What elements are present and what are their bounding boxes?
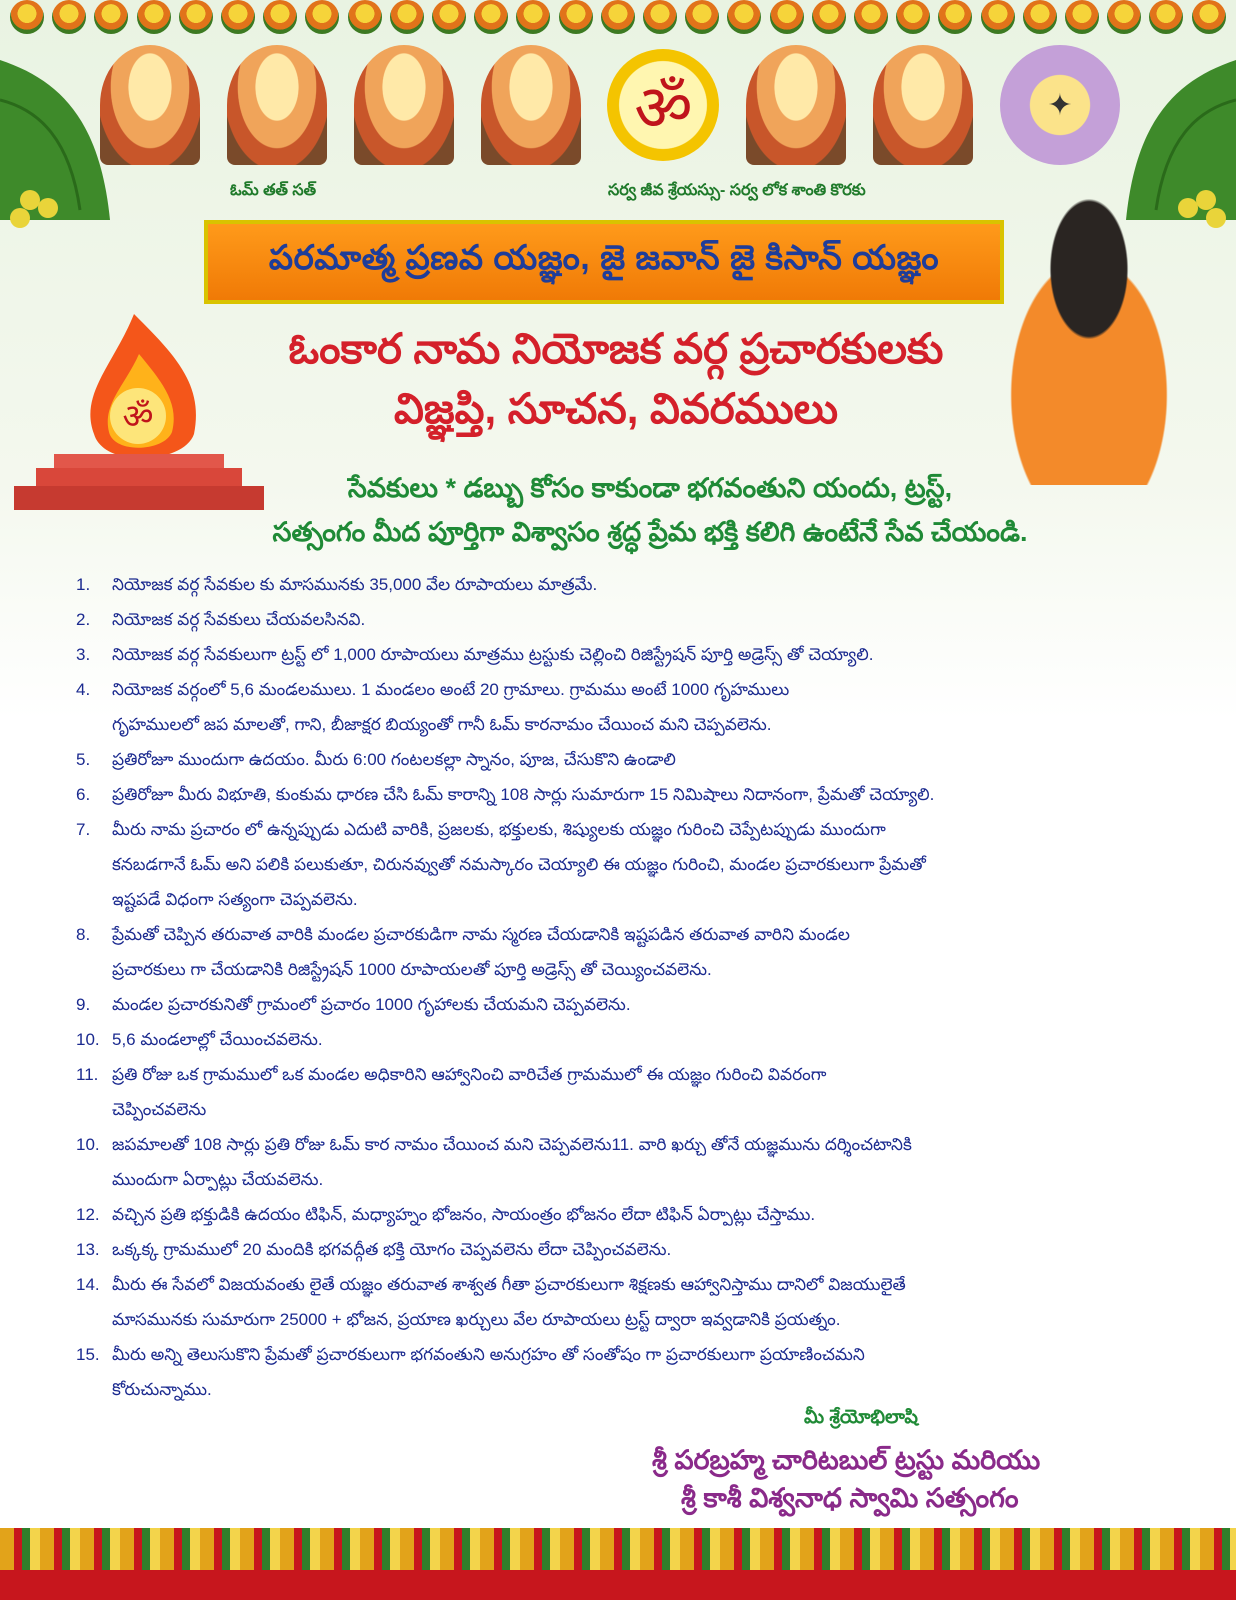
item-text: నియోజక వర్గ సేవకులుగా ట్రస్ట్ లో 1,000 రూపాయలు మాత్రము ట్రస్టుకు చెల్లించి రిజిస్ట్రేషన్ పూర్తి అడ్రెస్స్ తో చెయ్యాలి.	[112, 645, 874, 664]
item-number: 14.	[76, 1275, 100, 1294]
list-item	[76, 777, 1156, 812]
item-number: 5.	[76, 750, 91, 769]
item-text-continued: ముందుగా ఏర్పాట్లు చేయవలెను.	[112, 1170, 324, 1189]
tag-om-tat-sat: ఓమ్ తత్ సత్	[230, 182, 317, 199]
list-item	[76, 602, 1156, 637]
ganesha-icon	[100, 45, 200, 165]
shiva-parvati-icon	[746, 45, 846, 165]
item-text-continued: చెప్పించవలెను	[112, 1100, 207, 1119]
om-icon	[607, 49, 719, 161]
list-item	[76, 917, 1156, 987]
brahma-icon	[227, 45, 327, 165]
item-text: ప్రతిరోజూ మీరు విభూతి, కుంకుమ ధారణ చేసి ఓమ్ కారాన్ని 108 సార్లు సుమారుగా 15 నిమిషాలు నిదానంగా, ప్రేమతో చెయ్యాలి.	[112, 785, 935, 804]
om-symbol: ॐ	[634, 71, 693, 146]
item-text: వచ్చిన ప్రతి భక్తుడికి ఉదయం టిఫిన్, మధ్యాహ్నం భోజనం, సాయంత్రం భోజనం లేదా టిఫిన్ ఏర్పాట్లు చేస్తాము.	[112, 1205, 816, 1224]
interfaith-emblem-icon: ✦	[1000, 45, 1120, 165]
item-text: ప్రతిరోజూ ముందుగా ఉదయం. మీరు 6:00 గంటలకల్లా స్నానం, పూజ, చేసుకొని ఉండాలి	[112, 750, 676, 769]
item-text-continued: ఇష్టపడే విధంగా సత్యంగా చెప్పవలెను.	[112, 890, 358, 909]
list-item	[76, 742, 1156, 777]
item-text: ఒక్కక్క గ్రామములో 20 మందికి భగవద్గీత భక్తి యోగం చెప్పవలెను లేదా చెప్పించవలెను.	[112, 1240, 672, 1259]
heading-line-1: ఓంకార నామ నియోజక వర్గ ప్రచారకులకు	[288, 325, 944, 372]
item-text: మండల ప్రచారకునితో గ్రామంలో ప్రచారం 1000 గృహాలకు చేయమని చెప్పవలెను.	[112, 995, 631, 1014]
item-number: 8.	[76, 925, 91, 944]
deity-row	[100, 40, 1120, 170]
decorative-bottom-border	[0, 1528, 1236, 1600]
item-number: 2.	[76, 610, 91, 629]
heading-line-2: విజ్ఞప్తి, సూచన, వివరములు	[394, 385, 838, 432]
list-item	[76, 672, 1156, 742]
banana-leaf-left-icon	[0, 40, 110, 230]
item-number: 10.	[76, 1030, 100, 1049]
item-number: 10.	[76, 1135, 100, 1154]
item-number: 11.	[76, 1065, 99, 1084]
list-item	[76, 1267, 1156, 1337]
instruction-list	[76, 567, 1156, 1407]
signature-well-wisher: మీ శ్రేయోభిలాషి	[804, 1407, 918, 1428]
intro-line-2: సత్సంగం మీద పూర్తిగా విశ్వాసం శ్రద్ధ ప్రేమ భక్తి కలిగి ఉంటేనే సేవ చేయండి.	[272, 517, 1028, 547]
item-text: మీరు నామ ప్రచారం లో ఉన్నప్పుడు ఎదుటి వారికి, ప్రజలకు, భక్తులకు, శిష్యులకు యజ్ఞం గురించి చెప్పేటప్పుడు ముందుగా	[112, 820, 886, 839]
item-text: నియోజక వర్గంలో 5,6 మండలములు. 1 మండలం అంటే 20 గ్రామాలు. గ్రామము అంటే 1000 గృహములు	[112, 680, 790, 699]
item-text-continued: కోరుచున్నాము.	[112, 1380, 212, 1399]
item-number: 12.	[76, 1205, 100, 1224]
item-text: మీరు ఈ సేవలో విజయవంతు లైతే యజ్ఞం తరువాత శాశ్వత గీతా ప్రచారకులుగా శిక్షణకు ఆహ్వానిస్తాము దానిలో విజయులైతే	[112, 1275, 906, 1294]
item-number: 7.	[76, 820, 91, 839]
list-item	[76, 812, 1156, 917]
list-item	[76, 1127, 1156, 1197]
item-number: 1.	[76, 575, 91, 594]
item-number: 9.	[76, 995, 91, 1014]
list-item	[76, 1337, 1156, 1407]
list-item	[76, 1232, 1156, 1267]
item-text-continued: కనబడగానే ఓమ్ అని పలికి పలుకుతూ, చిరునవ్వుతో నమస్కారం చెయ్యాలి ఈ యజ్ఞం గురించి, మండల ప్రచారకులుగా ప్రేమతో	[112, 855, 926, 874]
swami-photo	[968, 185, 1188, 485]
item-text-continued: మాసమునకు సుమారుగా 25000 + భోజన, ప్రయాణ ఖర్చులు వేల రూపాయలు ట్రస్ట్ ద్వారా ఇవ్వడానికి ప్రయత్నం.	[112, 1310, 841, 1329]
item-number: 3.	[76, 645, 91, 664]
item-text-continued: ప్రచారకులు గా చేయడానికి రిజిస్ట్రేషన్ 1000 రూపాయలతో పూర్తి అడ్రెస్స్ తో చెయ్యించవలెను.	[112, 960, 712, 979]
vishnu-lakshmi-icon	[481, 45, 581, 165]
list-item	[76, 987, 1156, 1022]
item-text-continued: గృహములలో జప మాలతో, గాని, బీజాక్షర బియ్యంతో గానీ ఓమ్ కారనామం చేయించ మని చెప్పవలెను.	[112, 715, 772, 734]
title-banner	[204, 220, 1004, 304]
item-text: మీరు అన్ని తెలుసుకొని ప్రేమతో ప్రచారకులుగా భగవంతుని అనుగ్రహం తో సంతోషం గా ప్రచారకులుగా ప్రయాణించమని	[112, 1345, 865, 1364]
item-text: నియోజక వర్గ సేవకుల కు మాసమునకు 35,000 వేల రూపాయలు మాత్రమే.	[112, 575, 598, 594]
tag-peace-motto: సర్వ జీవ శ్రేయస్సు- సర్వ లోక శాంతి కొరకు	[608, 182, 866, 199]
list-item	[76, 1057, 1156, 1127]
item-text: ప్రతి రోజు ఒక గ్రామములో ఒక మండల అధికారిని ఆహ్వానించి వారిచేత గ్రామములో ఈ యజ్ఞం గురించి వివరంగా	[112, 1065, 827, 1084]
item-number: 6.	[76, 785, 91, 804]
intro-line-1: సేవకులు * డబ్బు కోసం కాకుండా భగవంతుని యందు, ట్రస్ట్,	[347, 473, 953, 503]
item-number: 15.	[76, 1345, 100, 1364]
list-item	[76, 1197, 1156, 1232]
item-number: 13.	[76, 1240, 100, 1259]
banner-title: పరమాత్మ ప్రణవ యజ్ఞం, జై జవాన్ జై కిసాన్ యజ్ఞం	[268, 238, 940, 277]
item-text: 5,6 మండలాల్లో చేయించవలెను.	[112, 1030, 323, 1049]
item-text: ప్రేమతో చెప్పిన తరువాత వారికి మండల ప్రచారకుడిగా నామ స్మరణ చేయడానికి ఇష్టపడిన తరువాత వారిని మండల	[112, 925, 850, 944]
item-text: జపమాలతో 108 సార్లు ప్రతి రోజు ఓమ్ కార నామం చేయించ మని చెప్పవలెను11. వారి ఖర్చు తోనే యజ్ఞమును దర్శించటానికి	[112, 1135, 912, 1154]
list-item	[76, 1022, 1156, 1057]
saraswati-icon	[354, 45, 454, 165]
guru-icon	[873, 45, 973, 165]
list-item	[76, 637, 1156, 672]
signature-trust-name: శ్రీ పరబ్రహ్మ చారిటబుల్ ట్రస్టు మరియు	[652, 1445, 1041, 1475]
svg-text:ॐ: ॐ	[122, 397, 154, 437]
top-garland	[0, 0, 1236, 40]
signature-satsangam-name: శ్రీ కాశీ విశ్వనాధ స్వామి సత్సంగం	[681, 1483, 1019, 1513]
item-text: నియోజక వర్గ సేవకులు చేయవలసినవి.	[112, 610, 366, 629]
list-item	[76, 567, 1156, 602]
item-number: 4.	[76, 680, 91, 699]
